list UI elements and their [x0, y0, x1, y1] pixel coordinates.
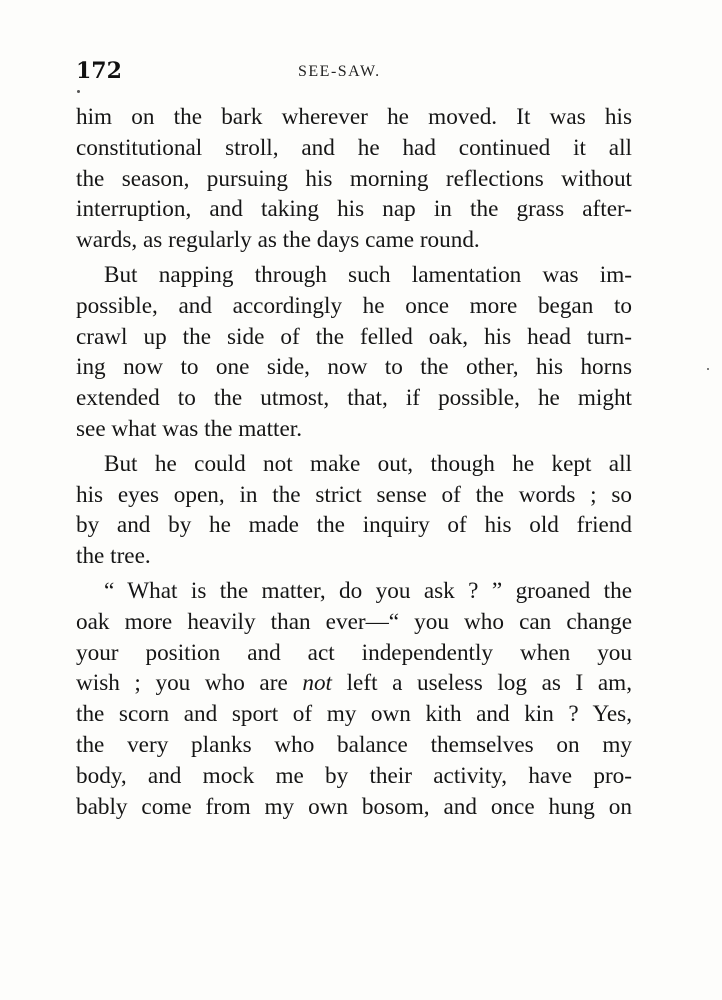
text-line: wards, as regularly as the days came round. — [76, 227, 480, 254]
text-line: the season, pursuing his morning reflections without — [76, 165, 632, 192]
text-line: bably come from my own bosom, and once hung on — [76, 793, 632, 820]
text-line: body, and mock me by their activity, have pro- — [76, 762, 632, 789]
text-line: him on the bark wherever he moved. It was his — [76, 104, 632, 130]
text-line: extended to the utmost, that, if possible, he might — [76, 385, 632, 412]
paragraph-3 — [76, 449, 632, 572]
text-line: see what was the matter. — [76, 415, 302, 442]
text-line: constitutional stroll, and he had continued it all — [76, 134, 632, 161]
text-line: the scorn and sport of my own kith and kin ? Yes, — [76, 701, 632, 728]
body-text — [76, 102, 632, 822]
text-line: wish ; you who are not left a useless log as I am, — [76, 670, 632, 697]
page-number: 172 — [76, 58, 122, 84]
text-line: ing now to one side, now to the other, his horns — [76, 354, 632, 381]
text-line: “ What is the matter, do you ask ? ” groaned the — [104, 577, 632, 604]
text-line: But napping through such lamentation was im- — [104, 261, 632, 288]
paragraph-4 — [76, 576, 632, 822]
paragraph-1 — [76, 102, 632, 256]
text-line: the very planks who balance themselves on my — [76, 731, 632, 758]
ink-speck — [77, 90, 80, 93]
text-line: your position and act independently when you — [76, 639, 632, 666]
emphasis: not — [302, 670, 332, 697]
text-line: by and by he made the inquiry of his old friend — [76, 512, 632, 539]
ink-speck — [707, 368, 709, 370]
text-line: crawl up the side of the felled oak, his head turn- — [76, 323, 632, 350]
text-line: his eyes open, in the strict sense of the words ; so — [76, 481, 632, 508]
text-line: possible, and accordingly he once more began to — [76, 292, 632, 319]
text-line: the tree. — [76, 543, 151, 570]
text-line: interruption, and taking his nap in the grass after- — [76, 196, 632, 223]
running-head: SEE-SAW. — [298, 63, 381, 80]
page-header — [76, 58, 632, 88]
paragraph-2 — [76, 260, 632, 445]
text-line: oak more heavily than ever—“ you who can change — [76, 608, 632, 635]
text-line: But he could not make out, though he kept all — [104, 450, 632, 477]
